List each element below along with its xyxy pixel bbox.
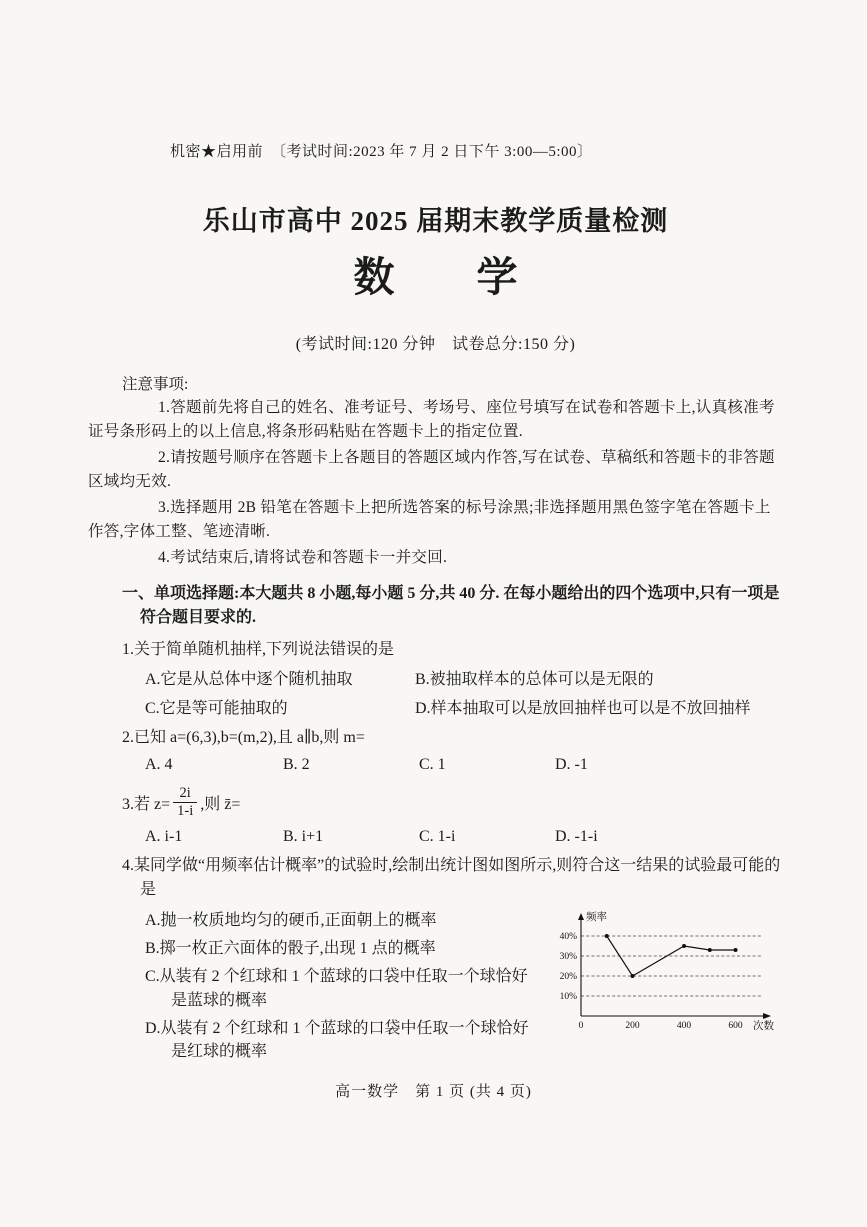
question-2-option-b: B. 2 <box>283 756 310 774</box>
note-item-2: 2.请按题号顺序在答题卡上各题目的答题区域内作答,写在试卷、草稿纸和答题卡的非答题区域均无效. <box>88 449 775 491</box>
frequency-chart-svg <box>543 908 775 1040</box>
svg-text:0: 0 <box>578 1021 584 1032</box>
fraction-numerator: 2i <box>179 784 191 801</box>
svg-text:频率: 频率 <box>586 912 607 924</box>
svg-text:30%: 30% <box>559 952 577 963</box>
svg-text:40%: 40% <box>559 932 577 943</box>
question-4-option-b: B.掷一枚正六面体的骰子,出现 1 点的概率 <box>145 940 436 958</box>
question-3-stem-suffix: ,则 z̄= <box>200 795 241 813</box>
question-2-option-c: C. 1 <box>419 756 446 774</box>
question-3-options <box>145 828 783 846</box>
note-item-4: 4.考试结束后,请将试卷和答题卡一并交回. <box>158 549 448 567</box>
question-3-option-c: C. 1-i <box>419 828 456 846</box>
question-2-option-a: A. 4 <box>145 756 173 774</box>
svg-text:10%: 10% <box>559 992 577 1003</box>
question-3-stem <box>88 782 783 822</box>
exam-duration-info: (考试时间:120 分钟 试卷总分:150 分) <box>295 336 576 353</box>
question-4-option-c: C.从装有 2 个红球和 1 个蓝球的口袋中任取一个球恰好是蓝球的概率 <box>145 968 528 1009</box>
subject-title: 数 学 <box>353 254 518 300</box>
question-1-stem: 1.关于简单随机抽样,下列说法错误的是 <box>122 641 395 659</box>
question-4-options <box>145 904 543 1068</box>
question-1-option-c: C.它是等可能抽取的 <box>145 700 288 718</box>
question-4-option-d: D.从装有 2 个红球和 1 个蓝球的口袋中任取一个球恰好是红球的概率 <box>145 1019 529 1061</box>
fraction-denominator: 1-i <box>173 802 197 820</box>
page-footer: 高一数学 第 1 页 (共 4 页) <box>335 1084 532 1100</box>
svg-text:200: 200 <box>625 1021 640 1032</box>
question-3-option-a: A. i-1 <box>145 828 183 846</box>
question-4-stem: 4.某同学做“用频率估计概率”的试验时,绘制出统计图如图所示,则符合这一结果的试验最可能的是 <box>122 857 781 899</box>
question-2-options <box>145 756 783 774</box>
question-1 <box>88 638 783 718</box>
frequency-chart <box>543 904 783 1068</box>
question-3 <box>88 782 783 846</box>
svg-text:20%: 20% <box>559 972 577 983</box>
question-1-option-a: A.它是从总体中逐个随机抽取 <box>145 671 353 689</box>
exam-title: 乐山市高中 2025 届期末教学质量检测 <box>202 206 669 236</box>
notes-heading: 注意事项: <box>122 376 189 393</box>
fraction <box>173 785 197 819</box>
svg-text:600: 600 <box>728 1021 743 1032</box>
question-2-stem: 2.已知 a=(6,3),b=(m,2),且 a∥b,则 m= <box>122 729 365 747</box>
question-1-options <box>145 666 783 718</box>
question-2 <box>88 726 783 774</box>
question-2-option-d: D. -1 <box>555 756 588 774</box>
question-3-option-b: B. i+1 <box>283 828 324 846</box>
question-3-option-d: D. -1-i <box>555 828 598 846</box>
note-item-1: 1.答题前先将自己的姓名、准考证号、考场号、座位号填写在试卷和答题卡上,认真核准考证号条形码上的以上信息,将条形码粘贴在答题卡上的指定位置. <box>88 399 775 441</box>
question-4-body <box>88 904 783 1068</box>
secrecy-line: 机密★启用前 〔考试时间:2023 年 7 月 2 日下午 3:00—5:00〕 <box>170 144 593 160</box>
question-1-option-d: D.样本抽取可以是放回抽样也可以是不放回抽样 <box>415 700 751 718</box>
question-4 <box>88 854 783 1068</box>
question-4-option-a: A.抛一枚质地均匀的硬币,正面朝上的概率 <box>145 912 437 930</box>
section-one-heading: 一、单项选择题:本大题共 8 小题,每小题 5 分,共 40 分. 在每小题给出的四个选项中,只有一项是符合题目要求的. <box>122 585 780 627</box>
svg-text:400: 400 <box>676 1021 692 1032</box>
question-3-stem-prefix: 3.若 z= <box>122 795 171 813</box>
page-content <box>88 142 783 1068</box>
svg-text:次数: 次数 <box>753 1021 774 1033</box>
question-1-option-b: B.被抽取样本的总体可以是无限的 <box>415 671 654 689</box>
note-item-3: 3.选择题用 2B 铅笔在答题卡上把所选答案的标号涂黑;非选择题用黑色签字笔在答题卡上作答,字体工整、笔迹清晰. <box>88 499 771 541</box>
